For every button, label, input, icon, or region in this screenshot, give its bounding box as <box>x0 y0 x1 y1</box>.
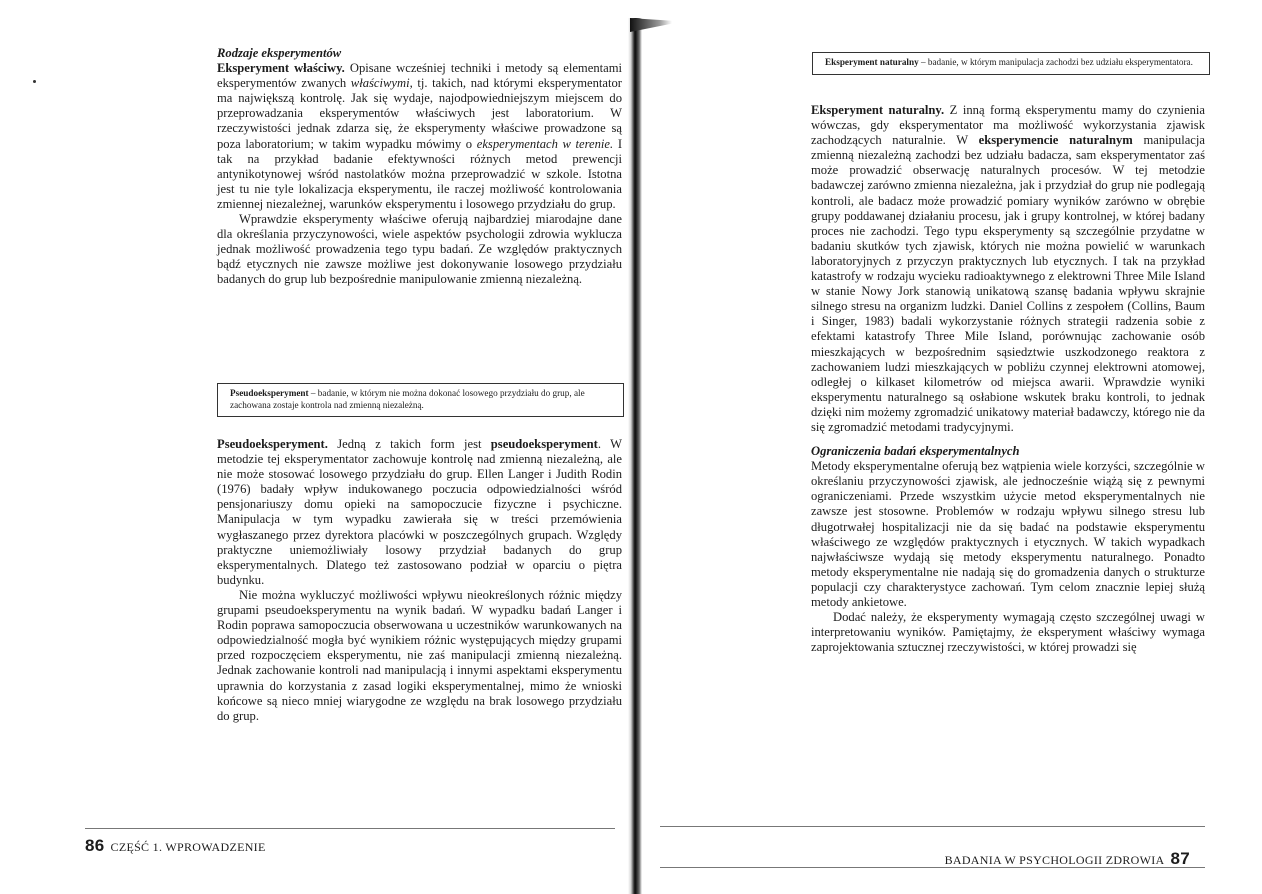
bold-run: pseudoeksperyment <box>490 437 598 451</box>
text-run: tj. takich, nad którymi eksperymentator ma największą kontrolę. Jak się wydaje, najodpowiedniejszym miejscem do przeprowadzania eksperymentów właściwych jest laboratorium. W rzeczywistości jednak zdarza się, że eksperymenty właściwe prowadzone są poza laboratorium; w takim wypadku mówimy o <box>217 76 623 151</box>
definition-term: Eksperyment naturalny <box>825 57 919 67</box>
spacer <box>811 435 1205 444</box>
term-true-experiment: Eksperyment właściwy. <box>217 61 345 76</box>
definition-text: – badanie, w którym nie można dokonać losowego przydziału do grup, ale zachowana zostaje kontrola nad zmienną niezależną. <box>230 388 585 410</box>
term-natural-experiment: Eksperyment naturalny. <box>811 103 945 117</box>
paragraph-interpretation: Dodać należy, że eksperymenty wymagają często szczególnej uwagi w interpretowaniu wyników. Pamiętajmy, że eksperyment właściwy wymaga zaprojektowania sztucznej rzeczywistości, w której prowadzi się <box>811 610 1205 655</box>
paragraph-true-experiment <box>217 61 622 212</box>
definition-term: Pseudoeksperyment <box>230 388 309 398</box>
definition-box-pseudoexperiment <box>217 383 624 417</box>
text-run: Jedną z takich form jest <box>327 437 491 451</box>
text-run: Opisane wcześniej techniki i metody są elementami eksperymentów zwanych <box>217 61 622 91</box>
italic-run: właściwymi, <box>350 76 413 91</box>
bold-run: eksperymencie naturalnym <box>978 133 1133 148</box>
italic-run: eksperymentach w terenie. <box>476 136 614 151</box>
definition-text: – badanie, w którym manipulacja zachodzi bez udziału eksperymentatora. <box>918 57 1193 67</box>
right-page <box>640 0 1262 894</box>
paragraph-pseudoexperiment <box>217 437 622 588</box>
paragraph-limitations: Metody eksperymentalne oferują bez wątpienia wiele korzyści, szczególnie w określaniu przyczynowości zjawisk, ale jednocześnie wiążą się z pewnymi ograniczeniami. Przede wszystkim użycie metod eksperymentalnych nie zawsze jest stosowne. Problemów w rodzaju wpływu silnego stresu lub długotrwałej hospitalizacji nie da się badać na podstawie eksperymentu właściwego ze względów praktycznych i etycznych. W takich wypadkach najwłaściwsze wydają się metody eksperymentu naturalnego. Ponadto metody eksperymentalne nie nadają się do gromadzenia danych o strukturze populacji czy charakterystyce zachowań. Tym celom znacznie lepiej służą metody ankietowe. <box>811 459 1205 609</box>
running-footer: BADANIA W PSYCHOLOGII ZDROWIA <box>944 853 1165 867</box>
left-text-column-lower <box>217 437 622 724</box>
text-run: . W metodzie tej eksperymentator zachowuje kontrolę nad zmienną niezależną, ale nie może stosować losowego przydziału do grup. Ellen Langer i Judith Rodin (1976) badały wpływ indukowanego poczucia odpowiedzialności wśród pensjonariuszy domu opieki na samopoczucie fizyczne i psychiczne. Manipulacja w tym wypadku zawierała się w treści przemówienia wygłaszanego przez dyrektora placówki w poszczególnych grupach. Względy praktyczne uniemożliwiały losowy przydział badanych do grup eksperymentalnych. Dlatego też zastosowano podział w oparciu o piętra budynku. <box>217 437 622 587</box>
right-text-column <box>811 103 1205 655</box>
paragraph-true-experiment-limits: Wprawdzie eksperymenty właściwe oferują najbardziej miarodajne dane dla określania przyczynowości, wiele aspektów psychologii zdrowia wyklucza jednak możliwość prowadzenia tego typu badań. Ze względów praktycznych bądź etycznych nie zawsze możliwe jest dokonywanie losowego przydziału badanych do grup lub bezpośrednie manipulowanie zmienną niezależną. <box>217 212 622 287</box>
scan-speck <box>33 80 36 83</box>
text-run: Z inną formą eksperymentu mamy do czynienia wówczas, gdy eksperymentator ma możliwość wykorzystania zjawisk zachodzących naturalnie. W <box>811 103 1205 148</box>
text-run: I tak na przykład badanie efektywności różnych metod prewencji antynikotynowej wśród nastolatków można przeprowadzić w szkole. Istotna jest tu nie tyle lokalizacja eksperymentu, ile raczej możliwość kontrolowania zmiennej niezależnej, warunków eksperymentu i losowego przydziału do grup. <box>217 136 623 211</box>
left-text-column <box>217 46 622 288</box>
text-run: manipulacja zmienną niezależną zachodzi bez udziału badacza, sam eksperymentator zaś może prowadzić obserwację naturalnych procesów. W tej metodzie badawczej zarówno zmienna niezależna, jak i przydział do grup nie podlegają kontroli, ale badacz może prowadzić pomiary wyników zarówno w obrębie grupy poddawanej działaniu procesu, jak i grupy kontrolnej, w której badany proces nie zachodzi. Tego typu eksperymenty są szczególnie przydatne w badaniu skutków tych zjawisk, których nie można powielić w warunkach laboratoryjnych z przyczyn praktycznych lub etycznych. I tak na przykład katastrofy w rodzaju wycieku radioaktywnego z elektrowni Three Mile Island w stanie Nowy Jork stanowią unikatową szansę badania wpływu skrajnie silnego stresu na organizm ludzki. Daniel Collins z zespołem (Collins, Baum i Singer, 1983) badali wykorzystanie różnych strategii radzenia sobie z efektami katastrofy Three Mile Island, porównując zachowanie osób mieszkających w bezpośrednim sąsiedztwie uszkodzonego reaktora z zachowaniem ludzi mieszkających w pobliżu czynnej elektrowni atomowej, odległej o kilkaset kilometrów od miejsca awarii. Wprawdzie wyniki eksperymentu naturalnego są osłabione wskutek braku kontroli, to jednak dzięki nim możemy zgromadzić unikatowy materiał badawczy, którego nie da się zgromadzić metodami tradycyjnymi. <box>811 133 1205 434</box>
paragraph-natural-experiment <box>811 103 1205 435</box>
paragraph-pseudoexperiment-differences: Nie można wykluczyć możliwości wpływu nieokreślonych różnic między grupami pseudoeksperymentu na wynik badań. W wypadku badań Langer i Rodin poprawa samopoczucia obserwowana u uczestników warunkowanych na odpowiedzialność mogła być wynikiem różnic występujących między grupami przed rozpoczęciem eksperymentu, nie zaś manipulacji zmienną niezależną. Jednak zachowanie kontroli nad manipulacją i innymi aspektami eksperymentu uprawnia do korzystania z zasad logiki eksperymentalnej, mimo że wnioski końcowe są nieco mniej wiarygodne ze względu na brak losowego przydziału do grup. <box>217 587 622 723</box>
page-number: 87 <box>1170 849 1190 868</box>
section-heading-limitations: Ograniczenia badań eksperymentalnych <box>811 444 1020 459</box>
footer-left <box>85 836 266 856</box>
left-page <box>0 0 630 894</box>
definition-box-natural-experiment <box>812 52 1210 75</box>
page-number: 86 <box>85 836 105 855</box>
footer-right <box>945 849 1190 869</box>
running-footer: CZĘŚĆ 1. WPROWADZENIE <box>110 840 266 854</box>
footer-rule <box>85 828 615 829</box>
section-heading-experiment-types: Rodzaje eksperymentów <box>217 46 342 60</box>
footer-rule <box>660 826 1205 827</box>
term-pseudoexperiment: Pseudoeksperyment. <box>217 437 328 451</box>
